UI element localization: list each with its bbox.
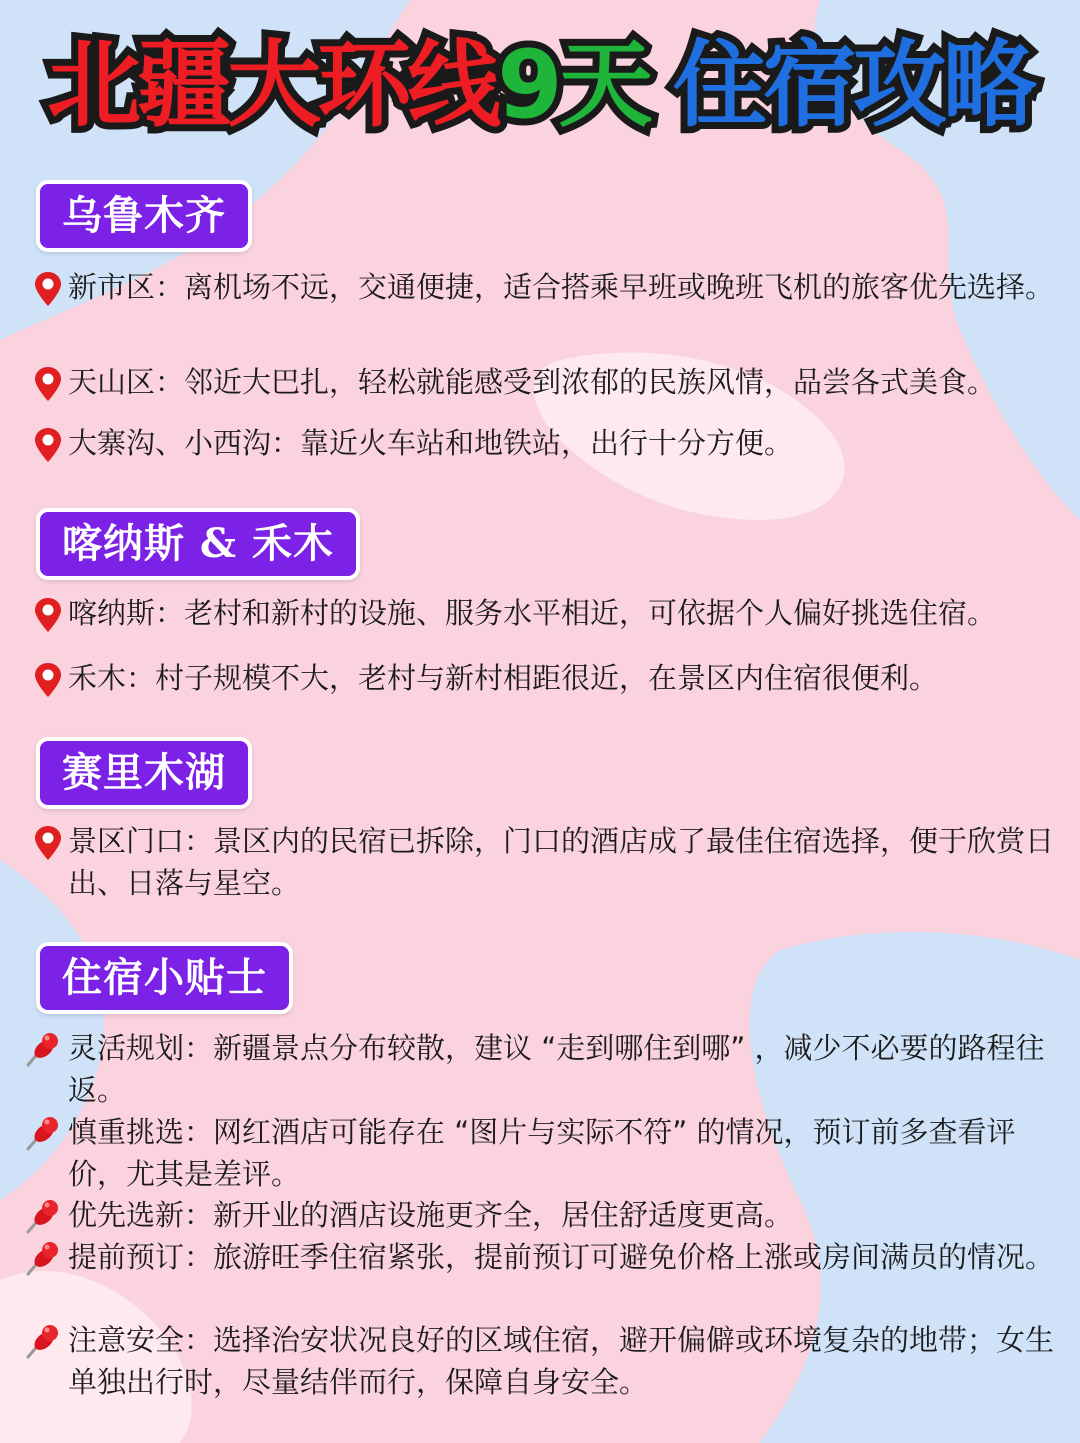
item-text: 优先选新：新开业的酒店设施更齐全，居住舒适度更高。 [68, 1198, 794, 1232]
title-red-part: 北疆大环线 [47, 31, 498, 140]
map-pin-icon [32, 661, 64, 699]
pushpin-icon [22, 1238, 62, 1278]
map-pin-icon [32, 365, 64, 403]
list-item [32, 1194, 1062, 1236]
pushpin-icon [22, 1113, 62, 1153]
item-text: 新市区：离机场不远，交通便捷，适合搭乘早班或晚班飞机的旅客优先选择。 [68, 270, 1055, 304]
list-item [32, 820, 1062, 904]
list-item [32, 361, 1062, 403]
item-text: 慎重挑选：网红酒店可能存在 “图片与实际不符” 的情况，预订前多查看评价，尤其是差评。 [68, 1115, 1016, 1191]
list-item [32, 422, 1062, 464]
title-blue-part: 住宿攻略 [672, 31, 1033, 140]
section-header-urumqi: 乌鲁木齐 [36, 180, 252, 252]
item-text: 天山区：邻近大巴扎，轻松就能感受到浓郁的民族风情，品尝各式美食。 [68, 365, 997, 399]
section-header-sayram-lake: 赛里木湖 [36, 737, 252, 809]
item-text: 提前预订：旅游旺季住宿紧张，提前预订可避免价格上涨或房间满员的情况。 [68, 1240, 1055, 1274]
list-item [32, 266, 1062, 308]
list-item [32, 1111, 1062, 1195]
section-header-tips: 住宿小贴士 [36, 942, 293, 1014]
item-text: 大寨沟、小西沟：靠近火车站和地铁站，出行十分方便。 [68, 426, 794, 460]
section-header-kanas-hemu: 喀纳斯 & 禾木 [36, 508, 360, 580]
pushpin-icon [22, 1321, 62, 1361]
list-item [32, 1027, 1062, 1111]
map-pin-icon [32, 270, 64, 308]
item-text: 注意安全：选择治安状况良好的区域住宿，避开偏僻或环境复杂的地带；女生单独出行时，尽量结伴而行，保障自身安全。 [68, 1323, 1055, 1399]
item-text: 灵活规划：新疆景点分布较散，建议 “走到哪住到哪” ，减少不必要的路程往返。 [68, 1031, 1045, 1107]
list-item [32, 592, 1062, 634]
list-item [32, 657, 1062, 699]
pushpin-icon [22, 1029, 62, 1069]
item-text: 喀纳斯：老村和新村的设施、服务水平相近，可依据个人偏好挑选住宿。 [68, 596, 997, 630]
map-pin-icon [32, 426, 64, 464]
map-pin-icon [32, 824, 64, 862]
list-item [32, 1319, 1062, 1403]
page-title [0, 26, 1080, 146]
map-pin-icon [32, 596, 64, 634]
item-text: 景区门口：景区内的民宿已拆除，门口的酒店成了最佳住宿选择，便于欣赏日出、日落与星空。 [68, 824, 1055, 900]
list-item [32, 1236, 1062, 1278]
title-green-part: 9天 [497, 31, 649, 140]
pushpin-icon [22, 1196, 62, 1236]
item-text: 禾木：村子规模不大，老村与新村相距很近，在景区内住宿很便利。 [68, 661, 939, 695]
